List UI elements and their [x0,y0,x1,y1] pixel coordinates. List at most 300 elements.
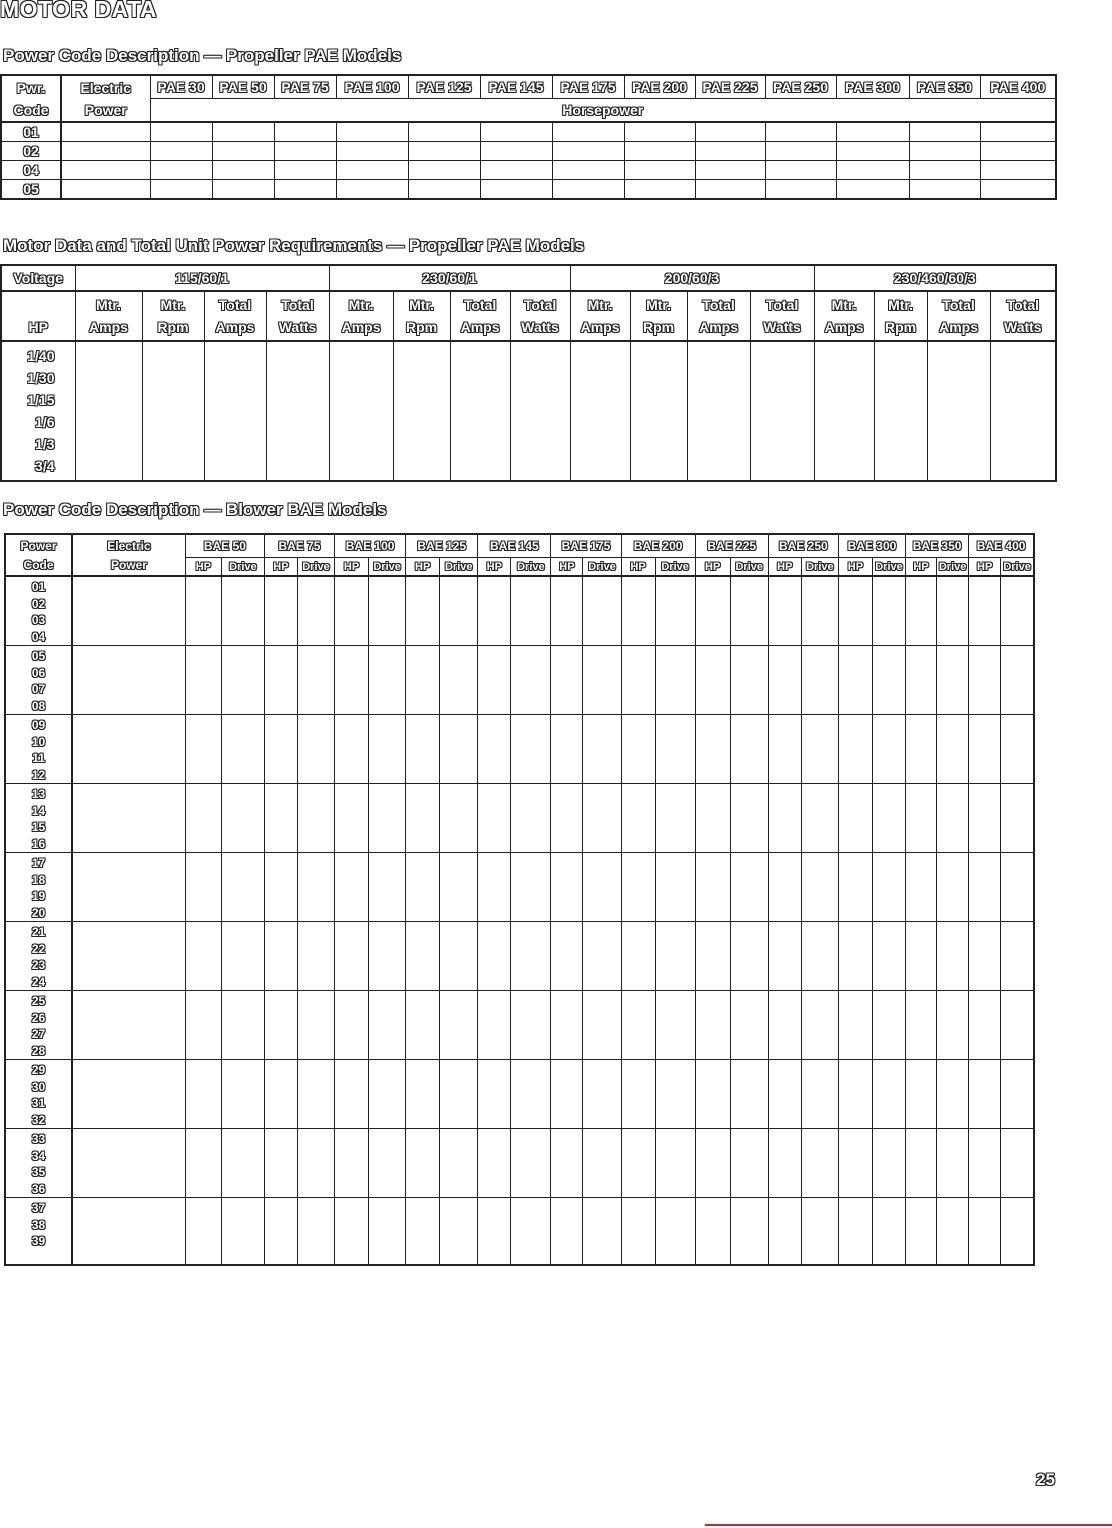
empty-cell [511,991,551,1060]
empty-cell [221,853,264,922]
subcolumn-header [329,291,393,341]
electric-power-header [72,534,185,576]
empty-cell [768,1198,801,1266]
empty-cell [552,180,624,200]
empty-cell [1001,784,1034,853]
model-header: PAE 225 [695,75,765,99]
drive-subheader: Drive [872,558,905,577]
power-code: 32 [31,1112,46,1127]
table-row [1,122,1056,142]
table-row [5,784,1034,853]
power-code: 28 [31,1043,46,1058]
empty-cell [969,715,1001,784]
empty-cell [185,1198,221,1266]
empty-cell [369,853,406,922]
empty-cell [221,576,264,646]
table-row [5,576,1034,646]
power-code: 22 [31,941,46,956]
hp-subheader: HP [695,558,730,577]
empty-cell [1001,991,1034,1060]
voltage-group-header: 115/60/1 [75,265,329,291]
power-code: 26 [31,1010,46,1025]
table-row [5,646,1034,715]
empty-cell [872,991,905,1060]
empty-cell [440,576,478,646]
empty-cell [909,122,980,142]
empty-cell [906,646,937,715]
empty-cell [687,341,750,481]
empty-cell [61,122,150,142]
empty-cell [478,991,511,1060]
subcolumn-line2: Amps [580,319,620,335]
empty-cell [765,142,836,161]
empty-cell [695,1060,730,1129]
empty-cell [478,1129,511,1198]
power-code: 30 [31,1079,46,1094]
power-code: 24 [31,974,46,989]
subcolumn-line2: Rpm [405,319,438,335]
horsepower-header: Horsepower [150,99,1056,123]
voltage-header: Voltage [1,265,75,291]
model-header: PAE 75 [274,75,336,99]
empty-cell [730,1129,768,1198]
electric-label: Electric [80,79,132,96]
empty-cell [969,1060,1001,1129]
subcolumn-line1: Total [523,297,557,313]
power-code-cell: 04 [1,161,61,180]
power-code: 12 [31,767,46,782]
empty-cell [450,341,510,481]
empty-cell [264,715,297,784]
model-header: BAE 50 [185,534,264,558]
power-code-header [5,534,72,576]
subcolumn-header [450,291,510,341]
empty-cell [730,1060,768,1129]
voltage-group-header: 200/60/3 [570,265,814,291]
empty-cell [937,853,969,922]
subcolumn-header [570,291,630,341]
section2-heading: Motor Data and Total Unit Power Requirements — Propeller PAE Models [3,236,585,255]
empty-cell [221,715,264,784]
empty-cell [406,784,440,853]
empty-cell [297,715,334,784]
subcolumn-line2: Amps [939,319,978,335]
empty-cell [336,161,408,180]
empty-cell [440,1060,478,1129]
empty-cell [838,991,872,1060]
model-header: BAE 350 [906,534,969,558]
table-row [1,142,1056,161]
empty-cell [264,1198,297,1266]
power-code-list [6,1129,71,1197]
model-header: PAE 250 [765,75,836,99]
empty-cell [221,1060,264,1129]
empty-cell [768,922,801,991]
subcolumn-line2: Watts [278,319,317,335]
empty-cell [836,122,909,142]
power-code: 20 [31,905,46,920]
empty-cell [695,1198,730,1266]
subcolumn-line2: Rpm [642,319,675,335]
blower-power-code-table [4,533,1035,1266]
empty-cell [624,180,695,200]
subcolumn-line1: Total [702,297,735,313]
empty-cell [406,1198,440,1266]
empty-cell [335,991,369,1060]
empty-cell [406,853,440,922]
empty-cell [801,1129,838,1198]
subcolumn-header [687,291,750,341]
empty-cell [801,1198,838,1266]
empty-cell [335,1129,369,1198]
empty-cell [838,1060,872,1129]
empty-cell [440,991,478,1060]
model-header: BAE 250 [768,534,838,558]
power-code: 34 [31,1148,46,1163]
empty-cell [621,1129,655,1198]
empty-cell [478,715,511,784]
empty-cell [72,1198,185,1266]
empty-cell [551,853,583,922]
model-header: PAE 125 [408,75,480,99]
empty-cell [624,122,695,142]
empty-cell [297,1198,334,1266]
empty-cell [212,122,274,142]
empty-cell [297,853,334,922]
empty-cell [695,161,765,180]
empty-cell [72,715,185,784]
empty-cell [480,180,552,200]
empty-cell [185,646,221,715]
empty-cell [1001,715,1034,784]
power-code: 21 [31,925,46,939]
drive-subheader: Drive [297,558,334,577]
subcolumn-header [927,291,990,341]
power-code-list [6,646,71,714]
power-code-cell [5,853,72,922]
empty-cell [408,161,480,180]
empty-cell [369,1129,406,1198]
empty-cell [909,180,980,200]
empty-cell [511,1129,551,1198]
empty-cell [406,1129,440,1198]
empty-cell [801,1060,838,1129]
hp-subheader: HP [185,558,221,577]
empty-cell [408,122,480,142]
empty-cell [335,646,369,715]
empty-cell [980,161,1056,180]
power-code: 36 [31,1181,46,1196]
empty-cell [440,715,478,784]
empty-cell [695,991,730,1060]
model-header: BAE 125 [406,534,478,558]
empty-cell [872,1060,905,1129]
empty-cell [655,1198,695,1266]
empty-cell [551,1129,583,1198]
subcolumn-line1: Mtr. [587,297,613,313]
empty-cell [927,341,990,481]
empty-cell [906,991,937,1060]
empty-cell [621,922,655,991]
empty-cell [1001,1060,1034,1129]
power-code-cell [5,646,72,715]
empty-cell [274,122,336,142]
empty-cell [801,853,838,922]
empty-cell [511,1060,551,1129]
drive-subheader: Drive [1001,558,1034,577]
empty-cell [1001,1198,1034,1266]
empty-cell [75,341,142,481]
empty-cell [969,784,1001,853]
empty-cell [511,853,551,922]
empty-cell [768,646,801,715]
empty-cell [909,161,980,180]
empty-cell [872,853,905,922]
power-code: 03 [31,613,46,627]
empty-cell [185,1060,221,1129]
empty-cell [551,646,583,715]
empty-cell [335,853,369,922]
empty-cell [583,853,621,922]
power-code-list [6,784,71,852]
empty-cell [937,576,969,646]
empty-cell [874,341,927,481]
empty-cell [583,646,621,715]
empty-cell [937,784,969,853]
power-code: 37 [31,1201,46,1215]
empty-cell [297,784,334,853]
power-code: 38 [31,1217,46,1232]
empty-cell [768,1060,801,1129]
power-code-cell [5,1060,72,1129]
empty-cell [872,576,905,646]
empty-cell [801,646,838,715]
empty-cell [478,646,511,715]
empty-cell [329,341,393,481]
empty-cell [655,715,695,784]
table-row [5,922,1034,991]
power-code: 10 [31,734,46,749]
hp-value: 1/3 [35,436,55,452]
empty-cell [185,784,221,853]
empty-cell [552,161,624,180]
empty-cell [264,922,297,991]
empty-cell [274,142,336,161]
empty-cell [297,1060,334,1129]
electric-label: Electric [107,538,151,553]
empty-cell [838,576,872,646]
empty-cell [1001,576,1034,646]
hp-subheader: HP [768,558,801,577]
hp-header: HP [1,291,75,341]
power-code-cell: 02 [1,142,61,161]
empty-cell [838,784,872,853]
empty-cell [551,922,583,991]
empty-cell [72,1060,185,1129]
power-code: 23 [31,958,46,972]
power-code: 05 [31,649,46,663]
model-header: BAE 225 [695,534,768,558]
subcolumn-line2: Watts [1004,319,1042,335]
empty-cell [624,142,695,161]
empty-cell [150,142,212,161]
hp-value: 1/40 [27,348,55,364]
empty-cell [221,922,264,991]
model-header: BAE 300 [838,534,905,558]
empty-cell [264,1129,297,1198]
empty-cell [478,853,511,922]
empty-cell [150,161,212,180]
power-code-list [6,1198,71,1250]
subcolumn-line2: Watts [763,319,801,335]
model-header: PAE 300 [836,75,909,99]
empty-cell [969,646,1001,715]
power-code-cell: 05 [1,180,61,200]
empty-cell [695,180,765,200]
power-code: 15 [31,820,46,834]
subcolumn-line1: Total [942,297,975,313]
subcolumn-header [393,291,450,341]
page-number: 25 [1036,1470,1055,1489]
hp-values-cell [1,341,75,481]
empty-cell [872,715,905,784]
empty-cell [72,646,185,715]
empty-cell [583,1060,621,1129]
drive-subheader: Drive [440,558,478,577]
empty-cell [1001,922,1034,991]
drive-subheader: Drive [221,558,264,577]
power-code: 25 [31,994,46,1008]
page-title: MOTOR DATA [0,0,158,22]
empty-cell [393,341,450,481]
empty-cell [480,142,552,161]
empty-cell [264,1060,297,1129]
empty-cell [990,341,1056,481]
empty-cell [61,161,150,180]
table-row [1,161,1056,180]
power-code-list [6,715,71,783]
model-header: BAE 75 [264,534,334,558]
drive-subheader: Drive [655,558,695,577]
power-code-cell [5,784,72,853]
model-header: BAE 400 [969,534,1034,558]
empty-cell [906,1129,937,1198]
power-code-cell [5,1198,72,1266]
drive-subheader: Drive [511,558,551,577]
power-code: 11 [32,751,45,765]
empty-cell [336,122,408,142]
empty-cell [730,715,768,784]
empty-cell [872,922,905,991]
table-row [5,1060,1034,1129]
empty-cell [980,180,1056,200]
empty-cell [369,784,406,853]
subcolumn-line1: Total [1006,297,1039,313]
empty-cell [150,122,212,142]
empty-cell [212,142,274,161]
power-code: 17 [31,856,46,870]
power-code: 07 [31,682,46,696]
empty-cell [750,341,814,481]
empty-cell [551,991,583,1060]
empty-cell [406,991,440,1060]
subcolumn-line2: Rpm [157,319,189,335]
model-header: PAE 50 [212,75,274,99]
empty-cell [480,161,552,180]
empty-cell [838,922,872,991]
empty-cell [621,991,655,1060]
empty-cell [212,180,274,200]
empty-cell [655,646,695,715]
subcolumn-line1: Mtr. [160,297,186,313]
empty-cell [297,991,334,1060]
empty-cell [583,1198,621,1266]
empty-cell [583,784,621,853]
empty-cell [297,646,334,715]
subcolumn-header [266,291,329,341]
empty-cell [838,853,872,922]
empty-cell [937,1129,969,1198]
empty-cell [440,646,478,715]
empty-cell [621,576,655,646]
power-code-list [6,922,71,990]
empty-cell [836,180,909,200]
empty-cell [185,853,221,922]
empty-cell [695,646,730,715]
empty-cell [274,180,336,200]
model-header: PAE 200 [624,75,695,99]
model-header: PAE 100 [336,75,408,99]
power-code-cell [5,1129,72,1198]
power-code-cell: 01 [1,122,61,142]
empty-cell [440,853,478,922]
empty-cell [765,122,836,142]
hp-subheader: HP [838,558,872,577]
power-code-list [6,1060,71,1128]
empty-cell [969,991,1001,1060]
power-code-list [6,991,71,1059]
subcolumn-line2: Amps [215,319,255,335]
empty-cell [695,1129,730,1198]
empty-cell [630,341,687,481]
subcolumn-line2: Watts [521,319,559,335]
empty-cell [510,341,570,481]
empty-cell [937,715,969,784]
empty-cell [551,1198,583,1266]
empty-cell [440,784,478,853]
subcolumn-line2: Amps [460,319,500,335]
empty-cell [730,1198,768,1266]
power-code-cell [5,922,72,991]
drive-subheader: Drive [369,558,406,577]
empty-cell [478,784,511,853]
empty-cell [264,853,297,922]
empty-cell [369,922,406,991]
empty-cell [695,784,730,853]
hp-value: 3/4 [35,458,55,474]
empty-cell [150,180,212,200]
empty-cell [872,784,905,853]
power-code: 09 [31,718,46,732]
empty-cell [655,922,695,991]
subcolumn-header [874,291,927,341]
empty-cell [369,991,406,1060]
subcolumn-header [75,291,142,341]
table-row [5,853,1034,922]
power-code: 27 [31,1027,46,1041]
empty-cell [980,142,1056,161]
power-code: 29 [31,1063,46,1077]
